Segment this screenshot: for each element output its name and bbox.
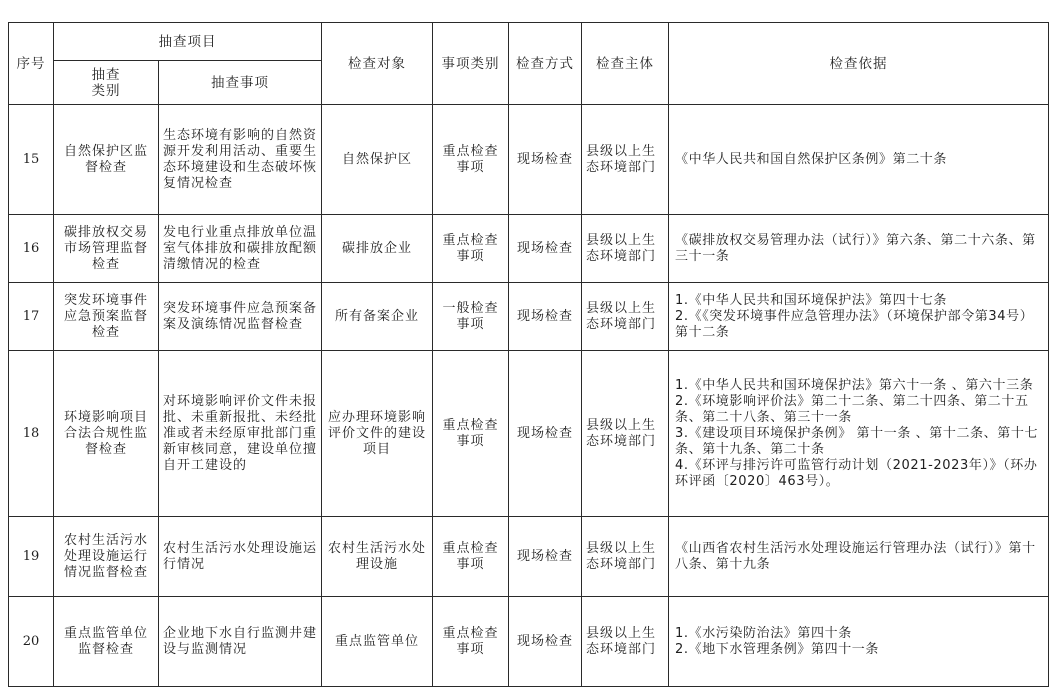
header-seq: 序号 xyxy=(9,23,54,105)
basis-line: 2.《《突发环境事件应急管理办法》（环境保护部令第34号）第十二条 xyxy=(675,308,1034,340)
cell-matter: 突发环境事件应急预案备案及演练情况监督检查 xyxy=(159,283,322,351)
table-row xyxy=(9,517,1049,597)
basis-line: 2.《环境影响评价法》第二十二条、第二十四条、第二十五条、第二十八条、第三十一条 xyxy=(675,393,1029,425)
cell-target: 所有备案企业 xyxy=(322,283,433,351)
basis-line: 4.《环评与排污许可监管行动计划（2021-2023年）》（环办环评函〔2020〕463号）。 xyxy=(675,457,1038,489)
cell-matter: 生态环境有影响的自然资源开发利用活动、重要生态环境建设和生态破坏恢复情况检查 xyxy=(159,105,322,215)
cell-method: 现场检查 xyxy=(509,597,582,687)
cell-category: 自然保护区监督检查 xyxy=(54,105,159,215)
cell-matter: 发电行业重点排放单位温室气体排放和碳排放配额清缴情况的检查 xyxy=(159,215,322,283)
cell-target: 碳排放企业 xyxy=(322,215,433,283)
header-method: 检查方式 xyxy=(509,23,582,105)
cell-category: 重点监管单位监督检查 xyxy=(54,597,159,687)
cell-seq: 18 xyxy=(9,351,54,517)
cell-method: 现场检查 xyxy=(509,283,582,351)
cell-seq: 17 xyxy=(9,283,54,351)
cell-target: 重点监管单位 xyxy=(322,597,433,687)
basis-line: 《碳排放权交易管理办法（试行）》第六条、第二十六条、第三十一条 xyxy=(675,232,1036,264)
header-basis: 检查依据 xyxy=(669,23,1049,105)
table-body xyxy=(9,105,1049,687)
header-project: 抽查项目 xyxy=(54,23,322,61)
cell-category: 突发环境事件应急预案监督检查 xyxy=(54,283,159,351)
cell-target: 农村生活污水处理设施 xyxy=(322,517,433,597)
header-subject: 检查主体 xyxy=(582,23,669,105)
cell-basis xyxy=(669,215,1049,283)
cell-method: 现场检查 xyxy=(509,215,582,283)
basis-line: 《中华人民共和国自然保护区条例》第二十条 xyxy=(675,151,948,167)
cell-method: 现场检查 xyxy=(509,105,582,215)
cell-matter: 企业地下水自行监测井建设与监测情况 xyxy=(159,597,322,687)
basis-line: 2.《地下水管理条例》第四十一条 xyxy=(675,641,880,657)
basis-line: 1.《中华人民共和国环境保护法》第六十一条 、第六十三条 xyxy=(675,377,1034,393)
table-row xyxy=(9,215,1049,283)
header-type: 事项类别 xyxy=(433,23,509,105)
cell-type: 重点检查事项 xyxy=(433,215,509,283)
cell-matter: 对环境影响评价文件未报批、未重新报批、未经批准或者未经原审批部门重新审核同意，建设单位擅自开工建设的 xyxy=(159,351,322,517)
cell-method: 现场检查 xyxy=(509,351,582,517)
cell-subject: 县级以上生态环境部门 xyxy=(582,517,669,597)
cell-basis xyxy=(669,351,1049,517)
header-category: 抽查 类别 xyxy=(54,61,159,105)
basis-line: 《山西省农村生活污水处理设施运行管理办法（试行）》第十八条、第十九条 xyxy=(675,540,1036,572)
cell-basis xyxy=(669,517,1049,597)
cell-basis xyxy=(669,105,1049,215)
cell-method: 现场检查 xyxy=(509,517,582,597)
cell-seq: 15 xyxy=(9,105,54,215)
header-matter: 抽查事项 xyxy=(159,61,322,105)
cell-basis xyxy=(669,283,1049,351)
cell-type: 重点检查事项 xyxy=(433,517,509,597)
cell-target: 应办理环境影响评价文件的建设项目 xyxy=(322,351,433,517)
inspection-items-table xyxy=(8,22,1049,687)
cell-subject: 县级以上生态环境部门 xyxy=(582,351,669,517)
cell-basis xyxy=(669,597,1049,687)
cell-subject: 县级以上生态环境部门 xyxy=(582,105,669,215)
cell-type: 重点检查事项 xyxy=(433,597,509,687)
basis-line: 1.《水污染防治法》第四十条 xyxy=(675,625,852,641)
basis-line: 1.《中华人民共和国环境保护法》第四十七条 xyxy=(675,292,948,308)
cell-seq: 19 xyxy=(9,517,54,597)
cell-target: 自然保护区 xyxy=(322,105,433,215)
cell-type: 一般检查事项 xyxy=(433,283,509,351)
table-row xyxy=(9,105,1049,215)
cell-seq: 20 xyxy=(9,597,54,687)
cell-category: 农村生活污水处理设施运行情况监督检查 xyxy=(54,517,159,597)
basis-line: 3.《建设项目环境保护条例》 第十一条 、第十二条、第十七条、第十九条、第二十条 xyxy=(675,425,1039,457)
cell-type: 重点检查事项 xyxy=(433,351,509,517)
cell-category: 碳排放权交易市场管理监督检查 xyxy=(54,215,159,283)
cell-matter: 农村生活污水处理设施运行情况 xyxy=(159,517,322,597)
table-row xyxy=(9,351,1049,517)
cell-category: 环境影响项目合法合规性监督检查 xyxy=(54,351,159,517)
table-row xyxy=(9,597,1049,687)
header-row-top xyxy=(9,23,1049,61)
header-target: 检查对象 xyxy=(322,23,433,105)
inspection-table-page xyxy=(8,22,1048,687)
cell-type: 重点检查事项 xyxy=(433,105,509,215)
cell-subject: 县级以上生态环境部门 xyxy=(582,283,669,351)
cell-seq: 16 xyxy=(9,215,54,283)
table-row xyxy=(9,283,1049,351)
cell-subject: 县级以上生态环境部门 xyxy=(582,597,669,687)
cell-subject: 县级以上生态环境部门 xyxy=(582,215,669,283)
